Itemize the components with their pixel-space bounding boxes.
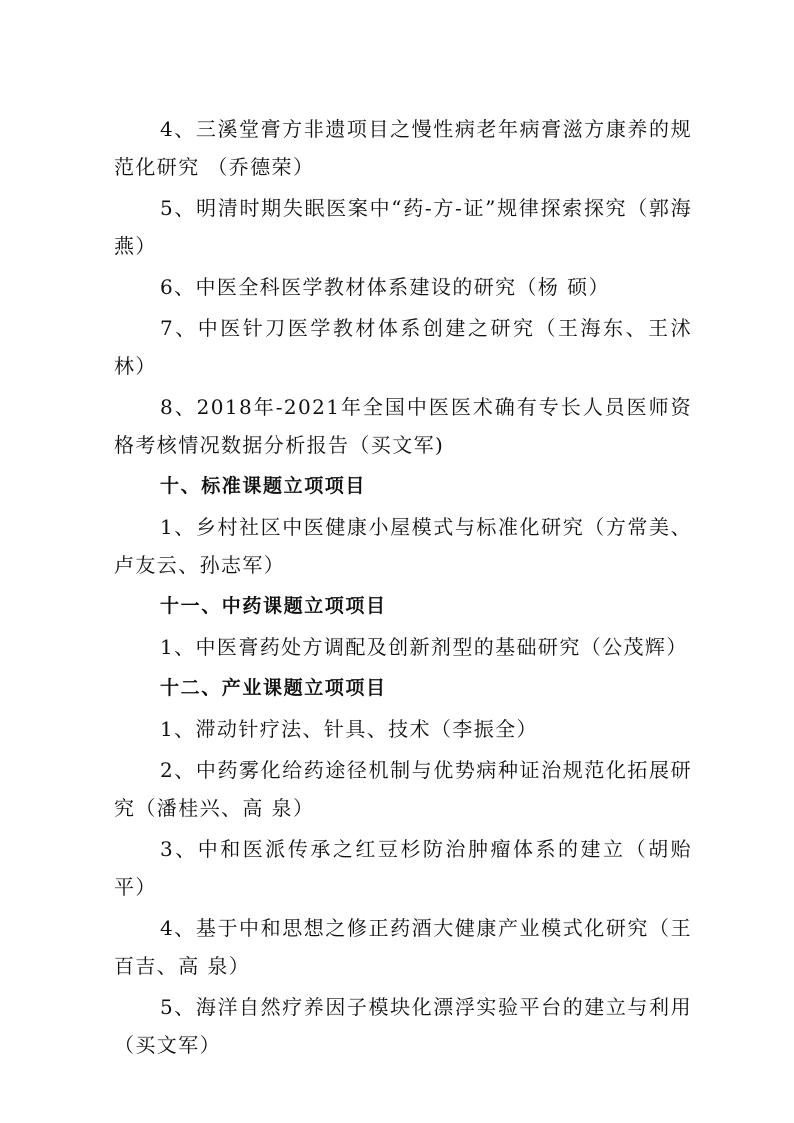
project-item-7-acupotomy: 7、中医针刀医学教材体系创建之研究（王海东、王沭林） xyxy=(114,316,692,378)
section-heading-standard: 十、标准课题立项项目 xyxy=(160,475,367,497)
industry-item-4: 4、基于中和思想之修正药酒大健康产业模式化研究（王百吉、高 泉） xyxy=(114,916,692,978)
project-item-8-report: 8、2018年-2021年全国中医医术确有专长人员医师资格考核情况数据分析报告（买文军) xyxy=(114,395,692,457)
section-heading-herbal: 十一、中药课题立项项目 xyxy=(160,595,387,617)
standard-item-1: 1、乡村社区中医健康小屋模式与标准化研究（方常美、卢友云、孙志军） xyxy=(114,515,692,577)
section-heading-industry: 十二、产业课题立项项目 xyxy=(160,677,387,699)
document-page xyxy=(114,110,692,1067)
project-item-4-gaofang: 4、三溪堂膏方非遗项目之慢性病老年病膏滋方康养的规范化研究 （乔德荣） xyxy=(114,117,692,179)
project-item-6-general-medicine: 6、中医全科医学教材体系建设的研究（杨 硕） xyxy=(160,275,610,299)
industry-item-2: 2、中药雾化给药途径机制与优势病种证治规范化拓展研究（潘桂兴、高 泉） xyxy=(114,758,692,820)
industry-item-3: 3、中和医派传承之红豆杉防治肿瘤体系的建立（胡贻平） xyxy=(114,837,692,899)
project-item-5-insomnia: 5、明清时期失眠医案中“药-方-证”规律探索探究（郭海燕） xyxy=(114,196,692,258)
industry-item-1: 1、滞动针疗法、针具、技术（李振全） xyxy=(160,717,538,741)
herbal-item-1: 1、中医膏药处方调配及创新剂型的基础研究（公茂辉） xyxy=(160,635,688,659)
industry-item-5: 5、海洋自然疗养因子模块化漂浮实验平台的建立与利用（买文军） xyxy=(114,995,692,1057)
